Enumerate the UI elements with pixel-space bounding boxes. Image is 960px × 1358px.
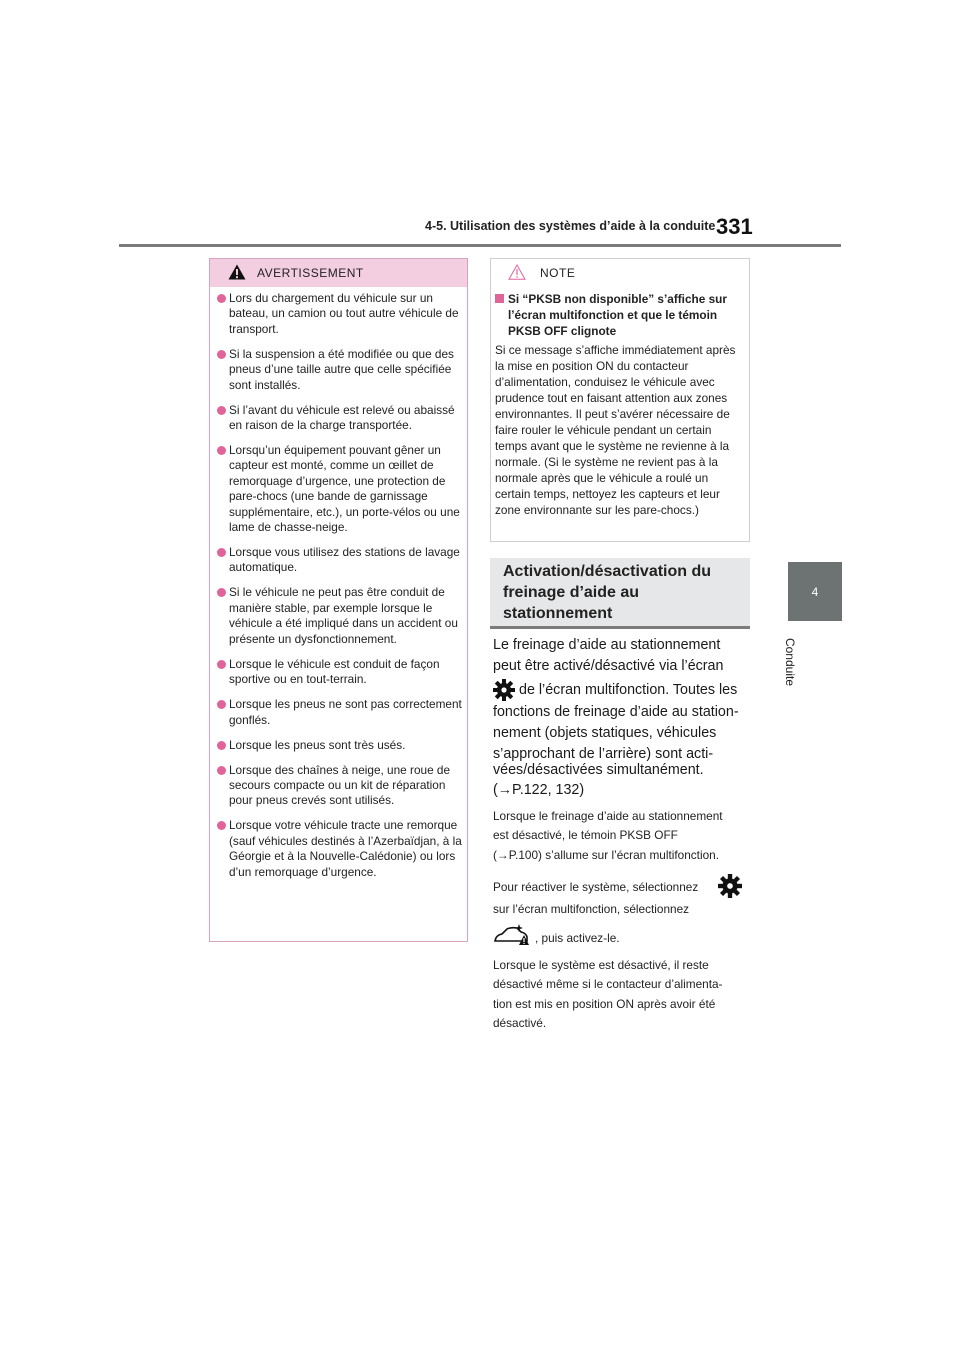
- list-item: Lorsqu’un équipement pouvant gêner un capteur est monté, comme un œillet de remorquage d’urgence, une protection de pare-chocs (une bande de garnissage supplémentaire, etc.), un porte-vélos ou une lame de chasse-neige.: [217, 443, 462, 535]
- warning-triangle-icon: [228, 264, 246, 280]
- header-rule: [119, 244, 841, 247]
- note-text-line: sur l’écran multifonction, sélectionnez: [493, 902, 690, 916]
- chapter-number: 4: [811, 584, 819, 599]
- note-text-line: Pour réactiver le système, sélectionnez: [493, 880, 699, 894]
- body-text-line: fonctions de freinage d’aide au station-: [493, 704, 739, 720]
- list-item: Lorsque des chaînes à neige, une roue de secours compacte ou un kit de réparation pour pneus crevés sont utilisés.: [217, 763, 462, 809]
- chapter-name: Conduite: [783, 637, 797, 687]
- body-text-line: Le freinage d’aide au stationnement: [493, 637, 721, 653]
- note-text-line: est désactivé, le témoin PKSB OFF: [493, 828, 678, 842]
- list-item: Lorsque vous utilisez des stations de lavage automatique.: [217, 545, 462, 576]
- gear-icon: [718, 874, 742, 898]
- list-item: Si la suspension a été modifiée ou que des pneus d’une taille autre que celle spécifiée sont installés.: [217, 347, 462, 393]
- section-heading: Activation/désactivation du freinage d’aide au stationnement: [503, 563, 712, 622]
- page-number: 331: [716, 214, 753, 239]
- list-item: Lorsque le véhicule est conduit de façon sportive ou en tout-terrain.: [217, 657, 462, 688]
- caution-triangle-icon: [508, 264, 526, 280]
- list-item: Si le véhicule ne peut pas être conduit de manière stable, par exemple lorsque le véhicule a été impliqué dans un accident ou présente un dysfonctionnement.: [217, 585, 462, 647]
- chapter-tab: [788, 562, 842, 621]
- note-text-line: , puis activez-le.: [535, 931, 620, 945]
- note-text-line: désactivé même si le contacteur d’alimenta-: [493, 977, 723, 991]
- warning-header: [210, 259, 467, 287]
- body-text-line: (→P.122, 132): [493, 782, 585, 798]
- section-heading-bar: [490, 626, 750, 629]
- note-title: NOTE: [540, 266, 576, 280]
- list-item: Lorsque votre véhicule tracte une remorque (sauf véhicules destinés à l’Azerbaïdjan, à la Géorgie et à la Nouvelle-Calédonie) ou lors d’un remorquage d’urgence.: [217, 818, 462, 880]
- body-text-line: nement (objets statiques, véhicules: [493, 725, 717, 741]
- gear-icon: [493, 679, 515, 701]
- body-text-line: s’approchant de l’arrière) sont acti-: [493, 746, 714, 762]
- note-text-line: Lorsque le freinage d’aide au stationnement: [493, 809, 723, 823]
- note-heading: Si “PKSB non disponible” s’affiche sur l’écran multifonction et que le témoin PKSB OFF clignote: [508, 292, 727, 338]
- list-item: Lorsque les pneus ne sont pas correctement gonflés.: [217, 697, 462, 728]
- list-item: Lorsque les pneus sont très usés.: [217, 738, 462, 753]
- note-text-line: Lorsque le système est désactivé, il reste: [493, 958, 709, 972]
- note-text-line: (→P.100) s’allume sur l’écran multifonction.: [493, 848, 719, 862]
- warning-title: AVERTISSEMENT: [257, 266, 364, 280]
- body-text-line: peut être activé/désactivé via l’écran: [493, 658, 724, 674]
- body-text-line: de l’écran multifonction. Toutes les: [519, 682, 738, 698]
- list-item: Lors du chargement du véhicule sur un bateau, un camion ou tout autre véhicule de transport.: [217, 291, 462, 337]
- note-body: Si ce message s’affiche immédiatement après la mise en position ON du contacteur d’alimentation, conduisez le véhicule avec prudence tout en faisant attention aux zones environnantes. Il peut s’avérer nécessaire de faire rouler le véhicule pendant un certain temps avant que le système ne revienne à la normale. (Si le système ne revient pas à la normale après que le véhicule a roulé un certain temps, nettoyez les capteurs et leur zone environnante sur les pare-chocs.): [495, 343, 736, 517]
- section-title: 4-5. Utilisation des systèmes d’aide à la conduite: [425, 219, 716, 233]
- note-text-line: désactivé.: [493, 1016, 547, 1030]
- warning-list: [217, 291, 462, 890]
- note-header: [491, 259, 749, 287]
- list-item: Si l’avant du véhicule est relevé ou abaissé en raison de la charge transportée.: [217, 403, 462, 434]
- parking-brake-assist-icon: [493, 923, 533, 947]
- body-text-line: vées/désactivées simultanément.: [493, 762, 704, 778]
- note-text-line: tion est mis en position ON après avoir été: [493, 997, 716, 1011]
